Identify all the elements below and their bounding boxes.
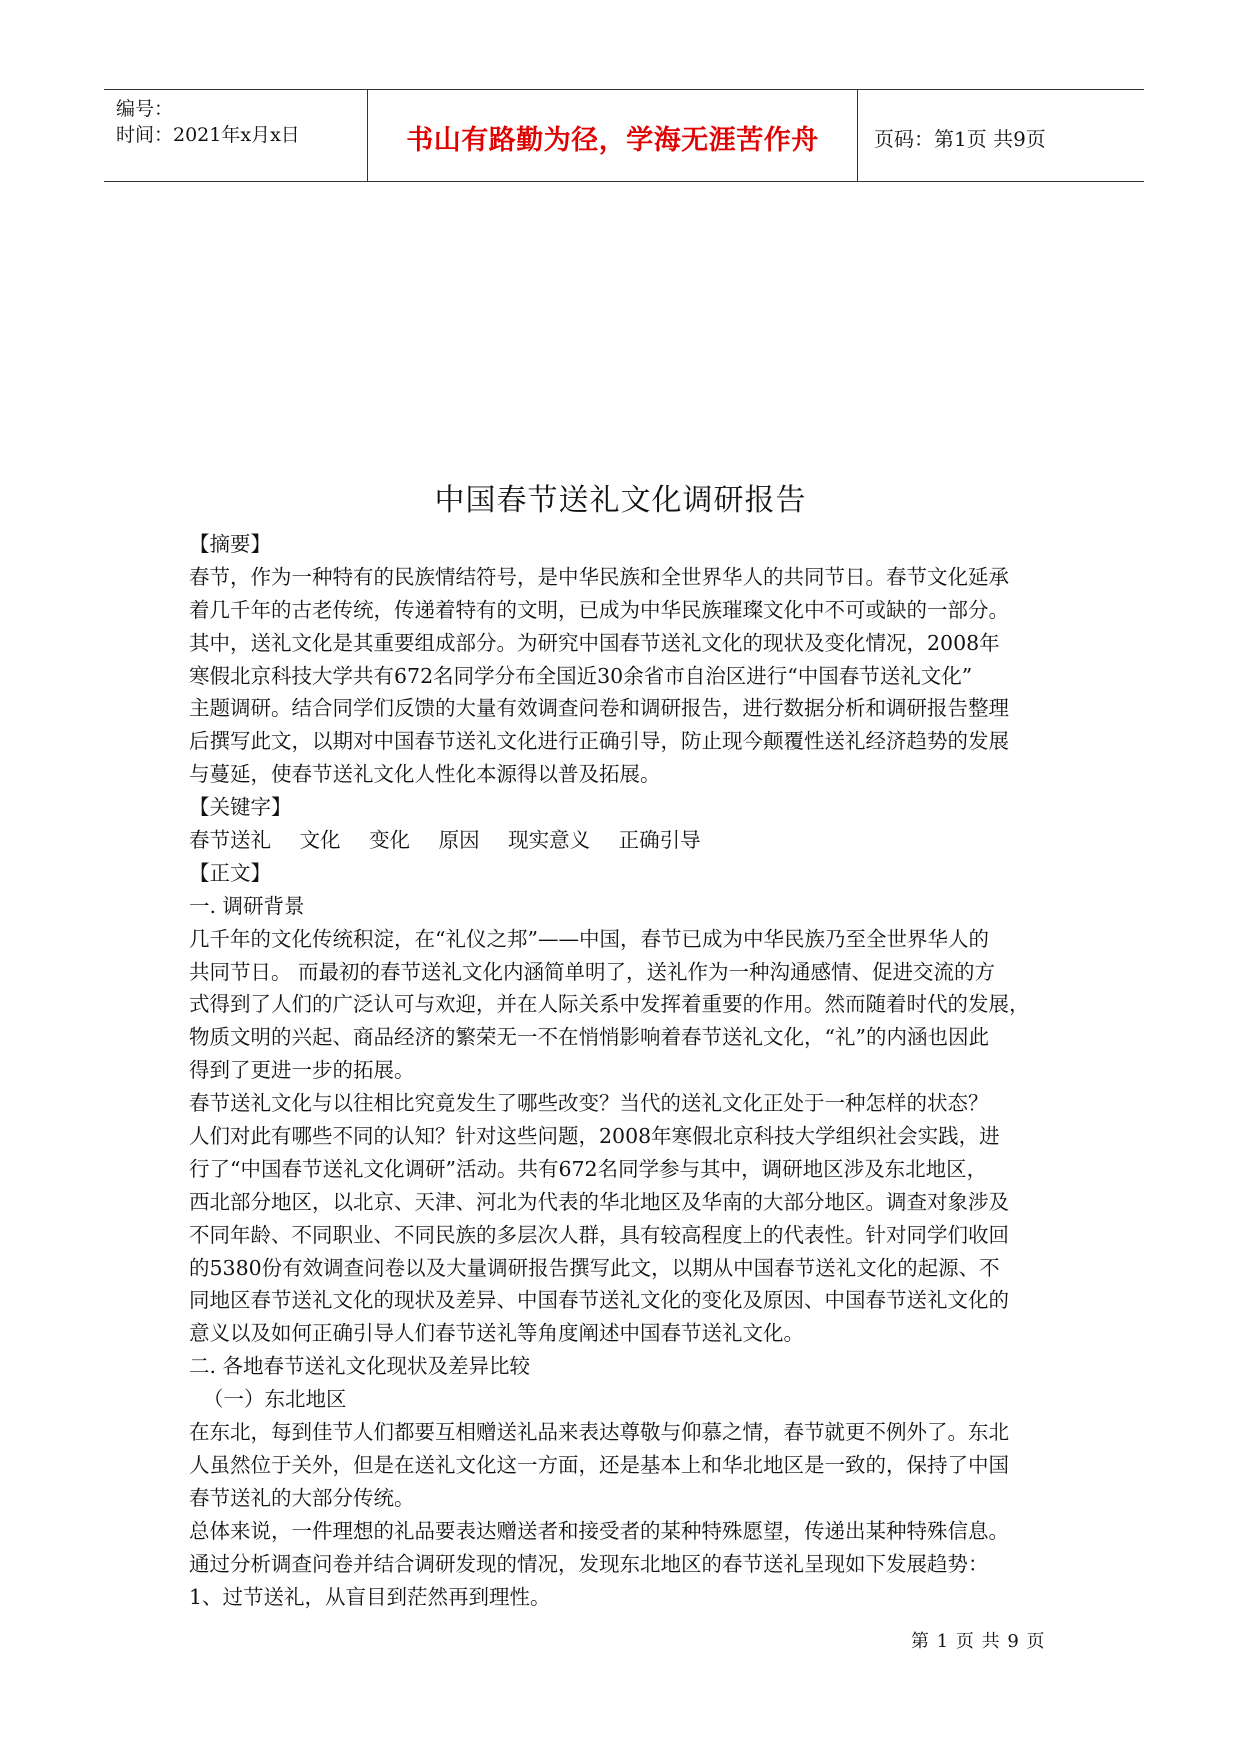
paragraph-line: 共同节日。 而最初的春节送礼文化内涵简单明了，送礼作为一种沟通感情、促进交流的方 [189,959,996,984]
header-page-cell [858,90,1144,181]
list-item: 1、过节送礼，从盲目到茫然再到理性。 [189,1584,551,1609]
time-label: 时间：2021年x月x日 [116,124,300,146]
header-info-cell [104,90,368,181]
paragraph-line: 得到了更进一步的拓展。 [189,1058,415,1083]
paragraph-line: 的5380份有效调查问卷以及大量调研报告撰写此文，以期从中国春节送礼文化的起源、不 [189,1255,1000,1280]
document-title: 中国春节送礼文化调研报告 [434,483,807,518]
keyword: 正确引导 [618,828,701,853]
section-heading: 二. 各地春节送礼文化现状及差异比较 [189,1354,531,1379]
paragraph-line: 总体来说，一件理想的礼品要表达赠送者和接受者的某种特殊愿望，传递出某种特殊信息。 [189,1518,1009,1543]
paragraph-line: 几千年的文化传统积淀，在“礼仪之邦”——中国，春节已成为中华民族乃至全世界华人的 [189,926,989,951]
paragraph-line: 行了“中国春节送礼文化调研”活动。共有672名同学参与其中，调研地区涉及东北地区， [189,1156,988,1181]
header-motto-cell [368,90,858,181]
abstract-line: 寒假北京科技大学共有672名同学分布全国近30余省市自治区进行“中国春节送礼文化” [189,663,973,688]
motto: 书山有路勤为径，学海无涯苦作舟 [406,125,819,156]
keyword: 春节送礼 [189,828,271,853]
keyword: 现实意义 [508,828,591,853]
paragraph-line: 物质文明的兴起、商品经济的繁荣无一不在悄悄影响着春节送礼文化，“礼”的内涵也因此 [189,1025,989,1050]
abstract-line: 着几千年的古老传统，传递着特有的文明，已成为中华民族璀璨文化中不可或缺的一部分。 [189,597,1009,622]
paragraph-line: 不同年龄、不同职业、不同民族的多层次人群，具有较高程度上的代表性。针对同学们收回 [189,1222,1009,1247]
paragraph-line: 意义以及如何正确引导人们春节送礼等角度阐述中国春节送礼文化。 [189,1321,804,1346]
keyword: 变化 [369,828,411,853]
abstract-line: 后撰写此文，以期对中国春节送礼文化进行正确引导，防止现今颠覆性送礼经济趋势的发展 [189,729,1009,754]
paragraph-line: 西北部分地区，以北京、天津、河北为代表的华北地区及华南的大部分地区。调查对象涉及 [189,1189,1009,1214]
document-body [189,528,1059,1613]
section-heading: 一. 调研背景 [189,893,305,918]
serial-label: 编号： [116,98,174,120]
paragraph-line: 春节送礼的大部分传统。 [189,1485,415,1510]
keyword: 原因 [438,828,480,853]
abstract-line: 其中，送礼文化是其重要组成部分。为研究中国春节送礼文化的现状及变化情况，2008年 [189,630,1000,655]
paragraph-line: 春节送礼文化与以往相比究竟发生了哪些改变？当代的送礼文化正处于一种怎样的状态？ [189,1091,989,1116]
keyword: 文化 [299,828,341,853]
header-page-label: 页码：第1页 共9页 [874,127,1046,151]
page-footer: 第 1 页 共 9 页 [911,1631,1046,1652]
paragraph-line: 式得到了人们的广泛认可与欢迎，并在人际关系中发挥着重要的作用。然而随着时代的发展， [189,992,1030,1017]
keywords-heading: 【关键字】 [189,795,292,820]
keywords-list [189,824,1059,857]
abstract-line: 春节，作为一种特有的民族情结符号，是中华民族和全世界华人的共同节日。春节文化延承 [189,564,1009,589]
body-heading: 【正文】 [189,860,271,885]
abstract-line: 与蔓延，使春节送礼文化人性化本源得以普及拓展。 [189,762,661,787]
paragraph-line: 人们对此有哪些不同的认知？针对这些问题，2008年寒假北京科技大学组织社会实践，进 [189,1124,1000,1149]
paragraph-line: 人虽然位于关外，但是在送礼文化这一方面，还是基本上和华北地区是一致的，保持了中国 [189,1452,1009,1477]
abstract-heading: 【摘要】 [189,532,271,556]
page-header [104,89,1144,182]
paragraph-line: 通过分析调查问卷并结合调研发现的情况，发现东北地区的春节送礼呈现如下发展趋势： [189,1551,989,1576]
abstract-line: 主题调研。结合同学们反馈的大量有效调查问卷和调研报告，进行数据分析和调研报告整理 [189,696,1009,721]
paragraph-line: 同地区春节送礼文化的现状及差异、中国春节送礼文化的变化及原因、中国春节送礼文化的 [189,1288,1009,1313]
paragraph-line: 在东北，每到佳节人们都要互相赠送礼品来表达尊敬与仰慕之情，春节就更不例外了。东北 [189,1420,1009,1445]
subsection-heading: （一）东北地区 [203,1387,347,1412]
